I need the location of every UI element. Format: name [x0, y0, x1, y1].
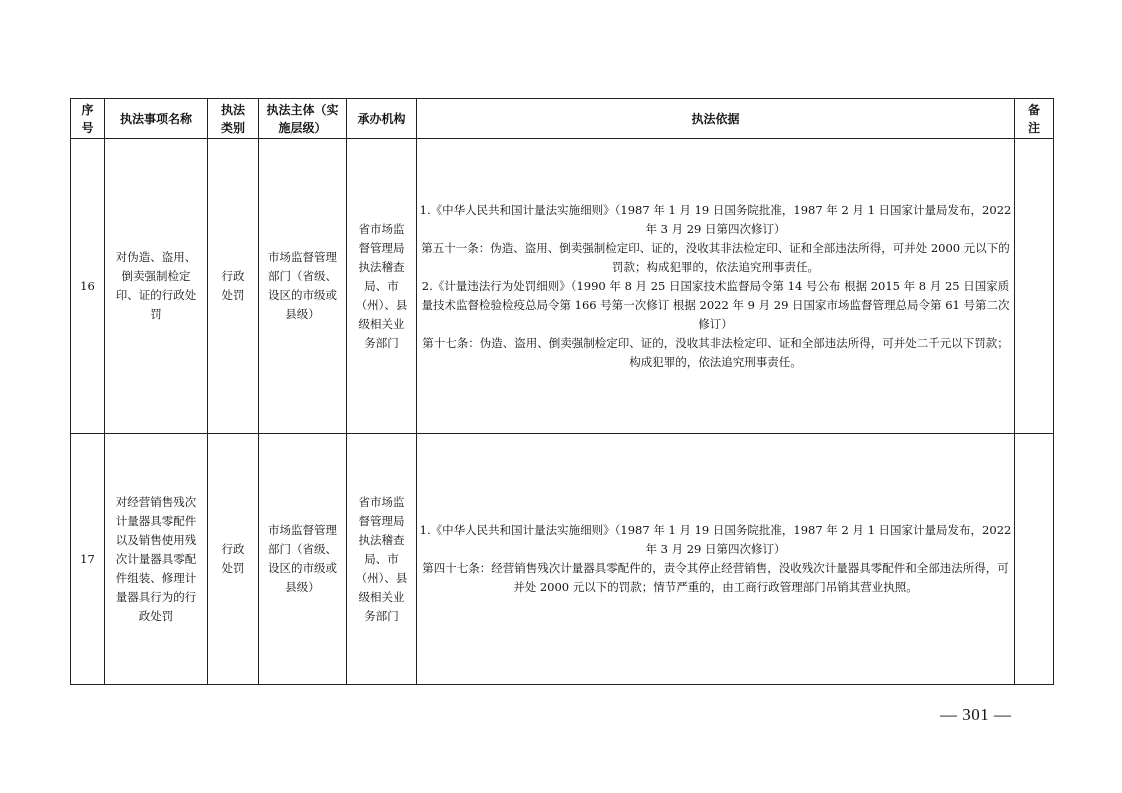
header-item-name: 执法事项名称 [105, 99, 208, 139]
row-subject: 市场监督管理部门（省级、设区的市级或县级） [259, 139, 347, 434]
header-seq: 序号 [71, 99, 105, 139]
row-category: 行政处罚 [208, 434, 259, 685]
row-seq: 16 [71, 139, 105, 434]
header-basis: 执法依据 [417, 99, 1015, 139]
basis-line: 1.《中华人民共和国计量法实施细则》（1987 年 1 月 19 日国务院批准，1987 年 2 月 1 日国家计量局发布，2022 年 3 月 29 日第四次修订） [419, 202, 1012, 236]
row-remarks [1015, 139, 1054, 434]
row-basis [417, 139, 1015, 434]
row-category: 行政处罚 [208, 139, 259, 434]
row-item-name: 对伪造、盗用、倒卖强制检定印、证的行政处罚 [105, 139, 208, 434]
row-subject: 市场监督管理部门（省级、设区的市级或县级） [259, 434, 347, 685]
row-agency: 省市场监督管理局执法稽查局、市（州）、县级相关业务部门 [347, 434, 417, 685]
row-remarks [1015, 434, 1054, 685]
basis-line: 2.《计量违法行为处罚细则》（1990 年 8 月 25 日国家技术监督局令第 14 号公布 根据 2015 年 8 月 25 日国家质量技术监督检验检疫总局令第 166 号第一次修订 根据 2022 年 9 月 29 日国家市场监督管理总局令第 61 号第二次修订） [421, 278, 1010, 331]
row-basis [417, 434, 1015, 685]
basis-line: 第十七条：伪造、盗用、倒卖强制检定印、证的，没收其非法检定印、证和全部违法所得，可并处二千元以下罚款；构成犯罪的，依法追究刑事责任。 [422, 335, 1009, 369]
table-row [71, 139, 1054, 434]
table-row [71, 434, 1054, 685]
header-remarks: 备注 [1015, 99, 1054, 139]
header-agency: 承办机构 [347, 99, 417, 139]
row-seq: 17 [71, 434, 105, 685]
header-row [71, 99, 1054, 139]
row-agency: 省市场监督管理局执法稽查局、市（州）、县级相关业务部门 [347, 139, 417, 434]
page-number: — 301 — [940, 705, 1012, 724]
row-item-name: 对经营销售残次计量器具零配件以及销售使用残次计量器具零配件组装、修理计量器具行为的行政处罚 [105, 434, 208, 685]
header-category: 执法类别 [208, 99, 259, 139]
enforcement-table [70, 98, 1054, 685]
basis-line: 第五十一条：伪造、盗用、倒卖强制检定印、证的，没收其非法检定印、证和全部违法所得，可并处 2000 元以下的罚款；构成犯罪的，依法追究刑事责任。 [421, 240, 1010, 274]
basis-line: 1.《中华人民共和国计量法实施细则》（1987 年 1 月 19 日国务院批准，1987 年 2 月 1 日国家计量局发布，2022 年 3 月 29 日第四次修订） [419, 523, 1012, 556]
basis-line: 第四十七条：经营销售残次计量器具零配件的，责令其停止经营销售，没收残次计量器具零配件和全部违法所得，可并处 2000 元以下的罚款；情节严重的，由工商行政管理部门吊销其营业执照。 [422, 561, 1009, 594]
header-subject: 执法主体（实施层级） [259, 99, 347, 139]
